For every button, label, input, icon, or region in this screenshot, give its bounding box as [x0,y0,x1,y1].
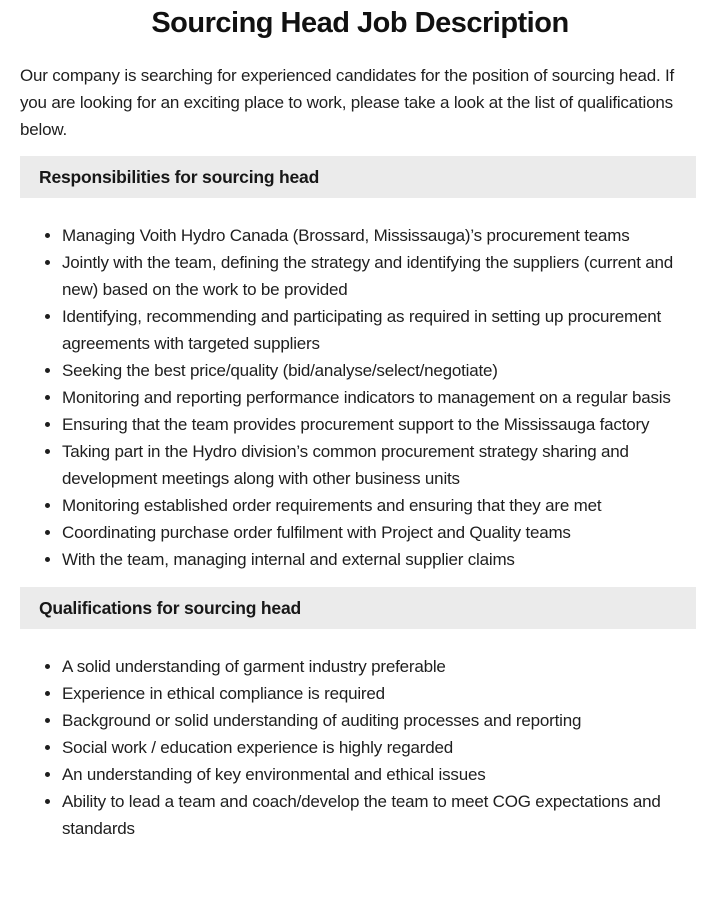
list-item: • With the team, managing internal and external supplier claims [62,546,694,573]
responsibilities-list [20,222,694,573]
list-item: • Managing Voith Hydro Canada (Brossard, Mississauga)’s procurement teams [62,222,694,249]
list-item: • Identifying, recommending and participating as required in setting up procurement agreements with targeted suppliers [62,303,694,357]
list-item: • Monitoring and reporting performance indicators to management on a regular basis [62,384,694,411]
intro-paragraph: Our company is searching for experienced candidates for the position of sourcing head. If you are looking for an exciting place to work, please take a look at the list of qualifications below. [20,66,675,139]
list-item: • Jointly with the team, defining the strategy and identifying the suppliers (current and new) based on the work to be provided [62,249,694,303]
section-heading-qualifications: Qualifications for sourcing head [20,587,696,629]
qualifications-list [20,653,694,842]
list-item: • Monitoring established order requirements and ensuring that they are met [62,492,694,519]
list-item: • Seeking the best price/quality (bid/analyse/select/negotiate) [62,357,694,384]
list-item: • Experience in ethical compliance is required [62,680,694,707]
list-item: • A solid understanding of garment industry preferable [62,653,694,680]
list-item: • Coordinating purchase order fulfilment with Project and Quality teams [62,519,694,546]
list-item: • Taking part in the Hydro division’s common procurement strategy sharing and development meetings along with other business units [62,438,694,492]
page-title: Sourcing Head Job Description [151,7,569,39]
section-qualifications [0,587,720,842]
list-item: • Ensuring that the team provides procurement support to the Mississauga factory [62,411,694,438]
list-item: • An understanding of key environmental and ethical issues [62,761,694,788]
section-heading-responsibilities: Responsibilities for sourcing head [20,156,696,198]
list-item: • Ability to lead a team and coach/develop the team to meet COG expectations and standards [62,788,694,842]
list-item: • Social work / education experience is highly regarded [62,734,694,761]
list-item: • Background or solid understanding of auditing processes and reporting [62,707,694,734]
section-responsibilities [0,156,720,573]
